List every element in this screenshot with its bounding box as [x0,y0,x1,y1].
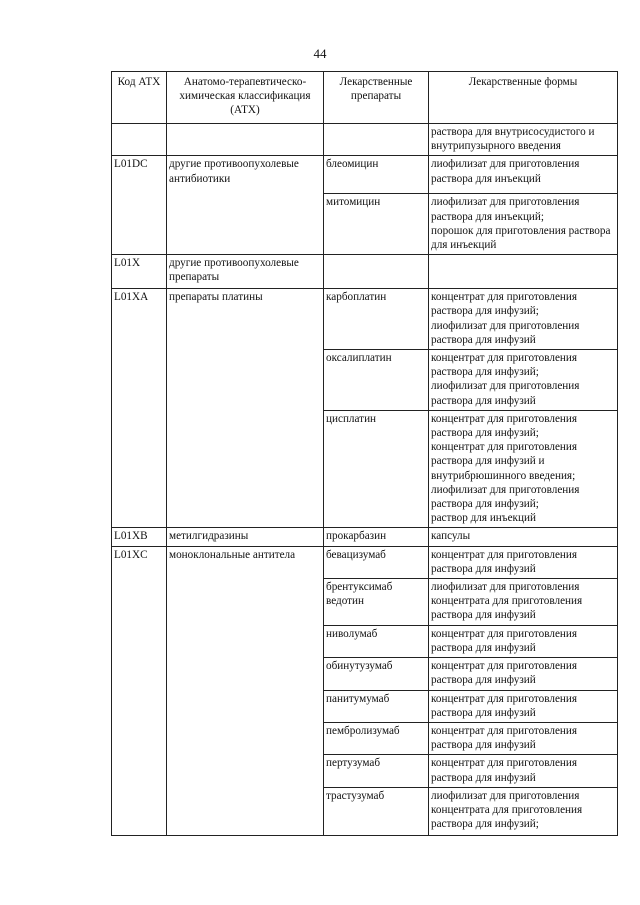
cell-forms: концентрат для приготовления раствора для инфузий; лиофилизат для приготовления раствора для инфузий [429,350,618,411]
cell-class [167,124,324,156]
cell-forms: концентрат для приготовления раствора для инфузий; концентрат для приготовления раствора для инфузий и внутрибрюшинного введения; лиофилизат для приготовления раствора для инфузий; раствор для инъекций [429,410,618,528]
cell-drug: цисплатин [324,410,429,528]
cell-drug: митомицин [324,194,429,255]
header-forms: Лекарственные формы [429,72,618,124]
table-row [112,546,618,578]
table-row [112,528,618,546]
page-number: 44 [313,46,327,61]
cell-drug: ниволумаб [324,625,429,657]
cell-forms: лиофилизат для приготовления раствора для инъекций; порошок для приготовления раствора для инъекций [429,194,618,255]
header-code: Код АТХ [112,72,167,124]
cell-forms [429,255,618,289]
cell-forms: концентрат для приготовления раствора для инфузий [429,546,618,578]
cell-forms: концентрат для приготовления раствора для инфузий [429,625,618,657]
cell-class: метилгидразины [167,528,324,546]
table-row [112,255,618,289]
cell-code [112,124,167,156]
cell-code: L01XB [112,528,167,546]
cell-drug: блеомицин [324,156,429,194]
cell-drug [324,255,429,289]
cell-forms: лиофилизат для приготовления концентрата для приготовления раствора для инфузий [429,579,618,626]
cell-drug: оксалиплатин [324,350,429,411]
cell-drug: прокарбазин [324,528,429,546]
table-row [112,289,618,350]
cell-drug: карбоплатин [324,289,429,350]
cell-forms: капсулы [429,528,618,546]
cell-forms: лиофилизат для приготовления раствора для инъекций [429,156,618,194]
table-header-row [112,72,618,124]
cell-class: другие противоопухолевые антибиотики [167,156,324,255]
cell-code: L01DC [112,156,167,255]
cell-forms: раствора для внутрисосудистого и внутрипузырного введения [429,124,618,156]
cell-class: другие противоопухолевые препараты [167,255,324,289]
cell-drug: бевацизумаб [324,546,429,578]
atc-drug-table [111,71,618,836]
cell-drug: обинутузумаб [324,658,429,690]
cell-drug: пертузумаб [324,755,429,787]
cell-code: L01XA [112,289,167,528]
cell-drug: трастузумаб [324,787,429,835]
table-row [112,124,618,156]
table-row [112,156,618,194]
cell-forms: концентрат для приготовления раствора для инфузий [429,722,618,754]
cell-code: L01XC [112,546,167,835]
header-drugs: Лекарственные препараты [324,72,429,124]
cell-forms: концентрат для приготовления раствора для инфузий; лиофилизат для приготовления раствора для инфузий [429,289,618,350]
cell-drug [324,124,429,156]
cell-drug: пембролизумаб [324,722,429,754]
cell-drug: брентуксимаб ведотин [324,579,429,626]
cell-drug: панитумумаб [324,690,429,722]
cell-forms: концентрат для приготовления раствора для инфузий [429,690,618,722]
header-classification: Анатомо-терапевтическо-химическая классификация (АТХ) [167,72,324,124]
cell-class: моноклональные антитела [167,546,324,835]
cell-forms: концентрат для приготовления раствора для инфузий [429,658,618,690]
cell-class: препараты платины [167,289,324,528]
cell-code: L01X [112,255,167,289]
cell-forms: лиофилизат для приготовления концентрата для приготовления раствора для инфузий; [429,787,618,835]
cell-forms: концентрат для приготовления раствора для инфузий [429,755,618,787]
